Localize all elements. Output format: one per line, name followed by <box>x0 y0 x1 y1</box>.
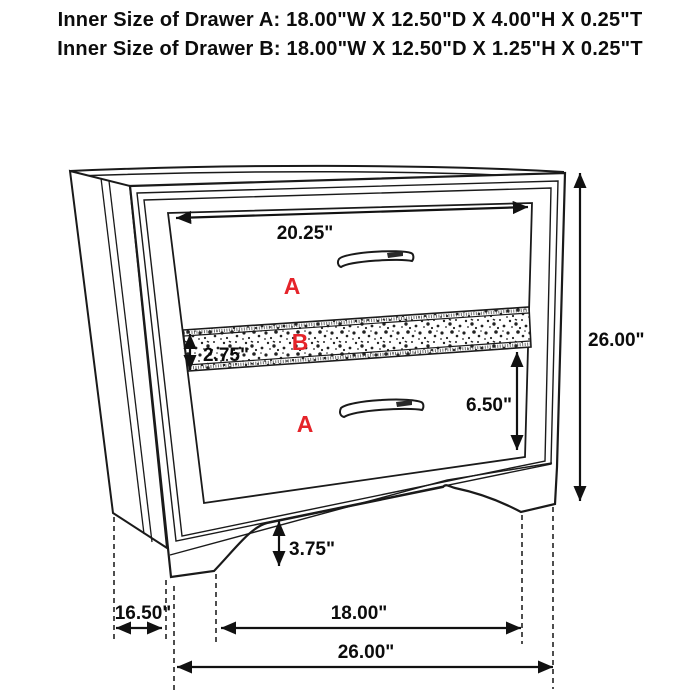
opening-width-label: 20.25" <box>276 223 334 244</box>
overall-height-label: 26.00" <box>588 330 645 351</box>
drawer-a-top-label: A <box>283 273 301 299</box>
header-line-drawer-a: Inner Size of Drawer A: 18.00"W X 12.50"D X 4.00"H X 0.25"T <box>57 9 643 31</box>
drawer-b-label: B <box>291 329 309 355</box>
feet-span-label: 18.00" <box>330 603 388 624</box>
bottom-drawer-height-label: 6.50" <box>466 395 512 416</box>
drawer-a-bottom-label: A <box>296 411 314 437</box>
foot-height-label: 3.75" <box>289 539 335 560</box>
front-face-outline <box>130 173 565 577</box>
overall-width-label: 26.00" <box>337 642 395 663</box>
strip-height-label: 2.75" <box>203 345 249 366</box>
side-depth-label: 16.50" <box>114 603 172 624</box>
header-line-drawer-b: Inner Size of Drawer B: 18.00"W X 12.50"D X 1.25"H X 0.25"T <box>57 38 643 60</box>
